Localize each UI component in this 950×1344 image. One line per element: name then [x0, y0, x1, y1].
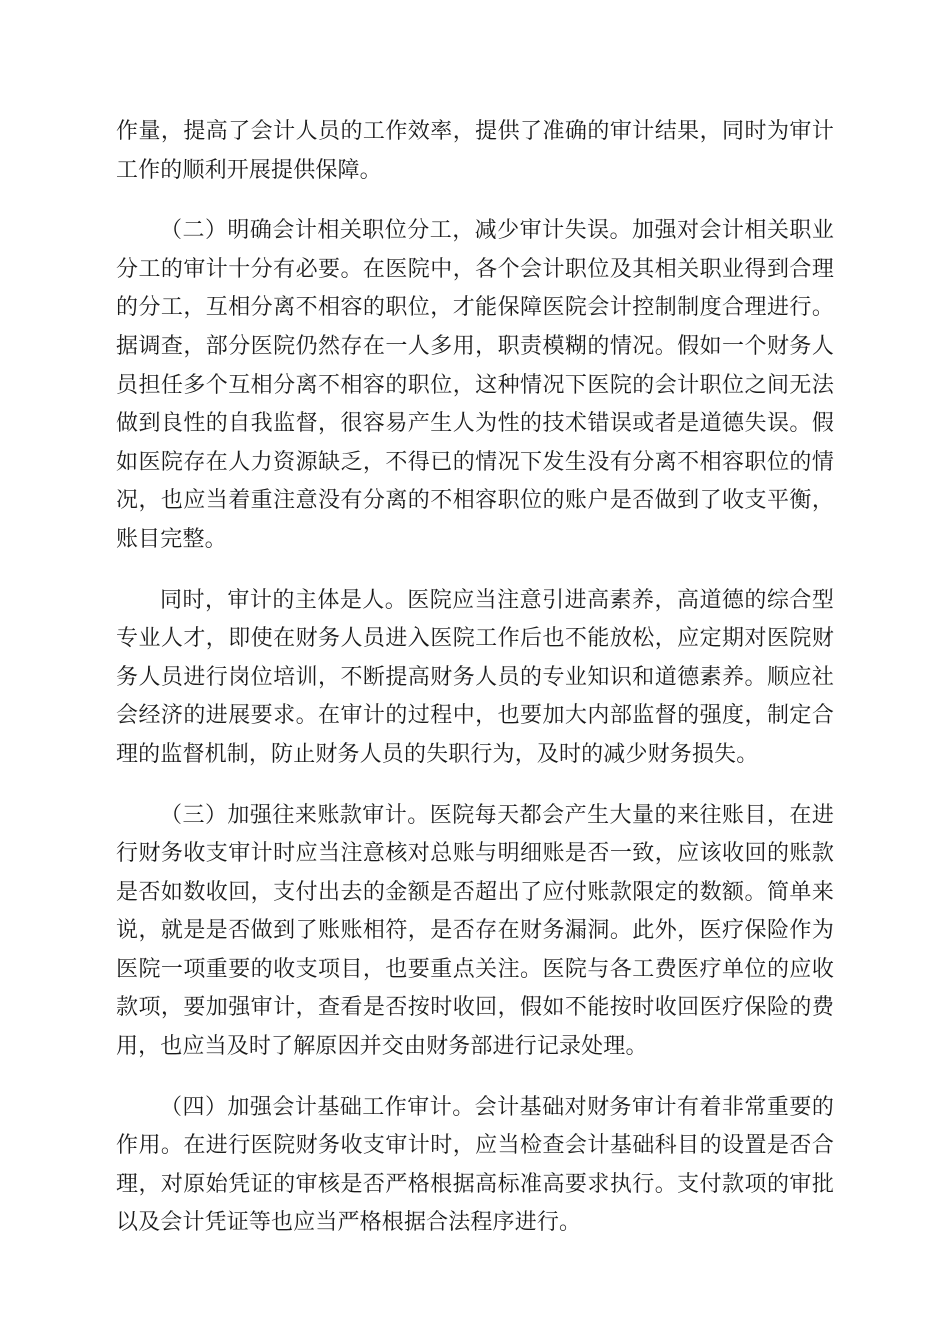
paragraph-section-4: （四）加强会计基础工作审计。会计基础对财务审计有着非常重要的作用。在进行医院财务收支审计时，应当检查会计基础科目的设置是否合理，对原始凭证的审核是否严格根据高标准高要求执行。支付款项的审批以及会计凭证等也应当严格根据合法程序进行。: [116, 1094, 834, 1236]
document-body: [116, 113, 834, 1265]
paragraph-audit-subject: 同时，审计的主体是人。医院应当注意引进高素养，高道德的综合型专业人才，即使在财务人员进入医院工作后也不能放松，应定期对医院财务人员进行岗位培训，不断提高财务人员的专业知识和道德素养。顺应社会经济的进展要求。在审计的过程中，也要加大内部监督的强度，制定合理的监督机制，防止财务人员的失职行为，及时的减少财务损失。: [116, 587, 834, 767]
paragraph-section-3: （三）加强往来账款审计。医院每天都会产生大量的来往账目，在进行财务收支审计时应当注意核对总账与明细账是否一致，应该收回的账款是否如数收回，支付出去的金额是否超出了应付账款限定的数额。简单来说，就是是否做到了账账相符，是否存在财务漏洞。此外，医疗保险作为医院一项重要的收支项目，也要重点关注。医院与各工费医疗单位的应收款项，要加强审计，查看是否按时收回，假如不能按时收回医疗保险的费用，也应当及时了解原因并交由财务部进行记录处理。: [116, 802, 834, 1060]
paragraph-section-2: （二）明确会计相关职位分工，减少审计失误。加强对会计相关职业分工的审计十分有必要。在医院中，各个会计职位及其相关职业得到合理的分工，互相分离不相容的职位，才能保障医院会计控制制度合理进行。据调查，部分医院仍然存在一人多用，职责模糊的情况。假如一个财务人员担任多个互相分离不相容的职位，这种情况下医院的会计职位之间无法做到良性的自我监督，很容易产生人为性的技术错误或者是道德失误。假如医院存在人力资源缺乏，不得已的情况下发生没有分离不相容职位的情况，也应当着重注意没有分离的不相容职位的账户是否做到了收支平衡，账目完整。: [116, 218, 834, 552]
paragraph-continued: 作量，提高了会计人员的工作效率，提供了准确的审计结果，同时为审计工作的顺利开展提供保障。: [116, 119, 834, 183]
